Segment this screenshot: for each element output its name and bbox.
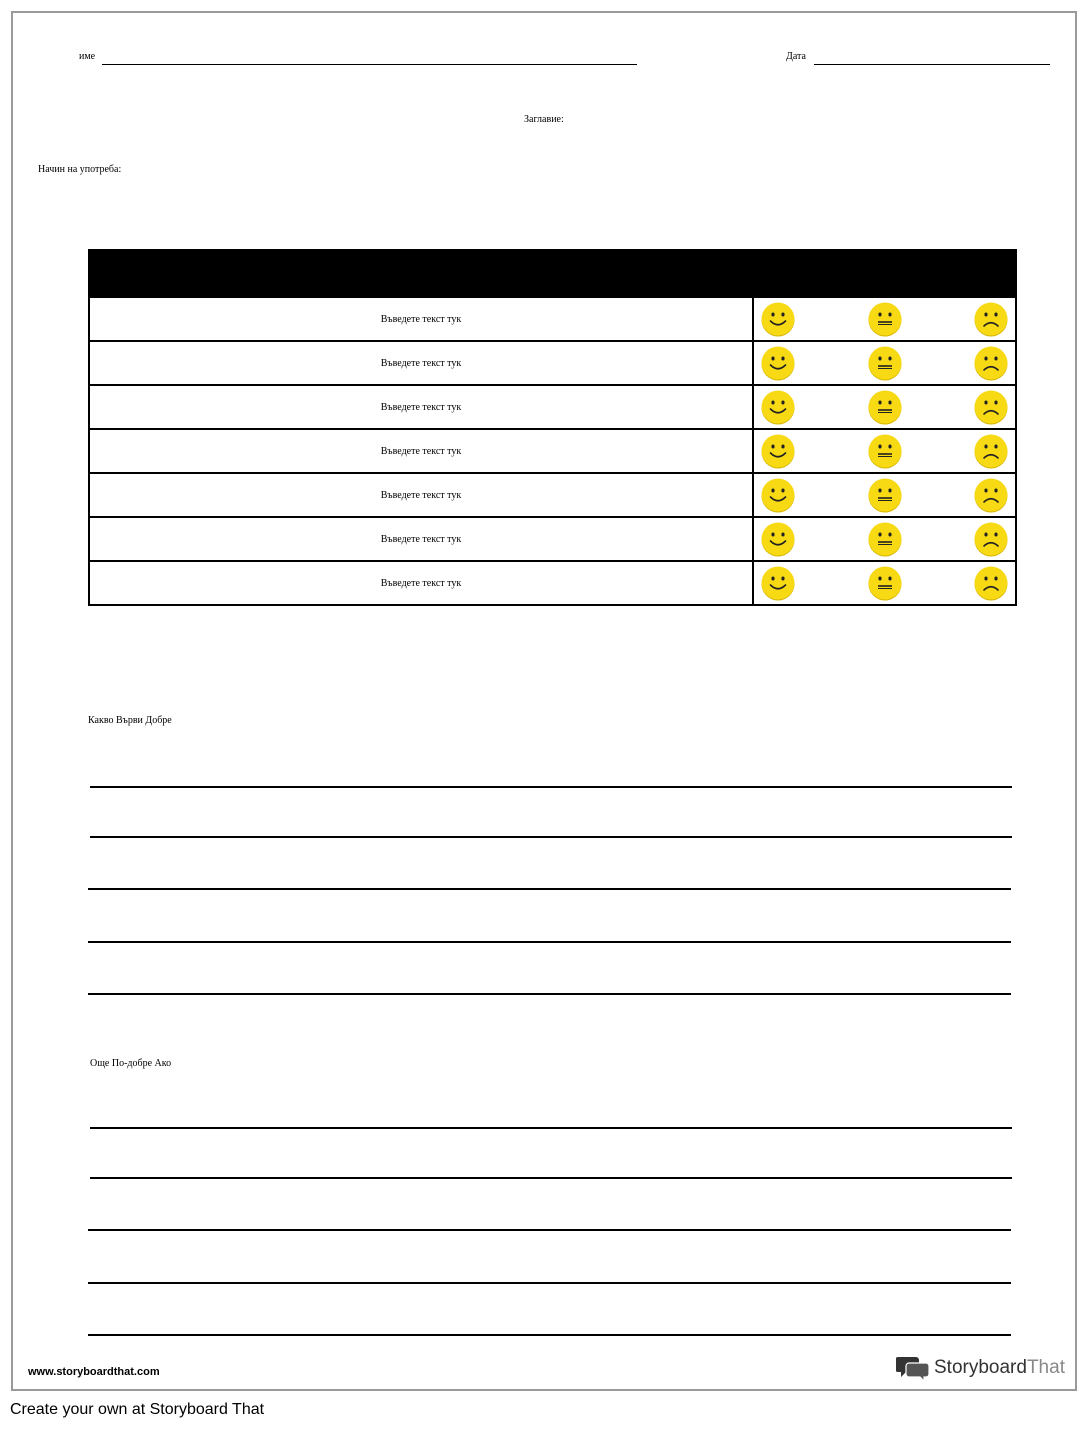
- happy-face-icon[interactable]: [760, 301, 796, 337]
- rubric-criterion-text[interactable]: Въведете текст тук: [89, 429, 753, 473]
- went-well-line[interactable]: [88, 941, 1011, 943]
- rubric-criterion-text[interactable]: Въведете текст тук: [89, 385, 753, 429]
- neutral-face-icon[interactable]: [867, 345, 903, 381]
- went-well-line[interactable]: [90, 836, 1012, 838]
- neutral-face-icon[interactable]: [867, 301, 903, 337]
- date-field-line[interactable]: [814, 64, 1050, 65]
- rubric-row: [89, 385, 1016, 429]
- neutral-face-icon[interactable]: [867, 389, 903, 425]
- even-better-line[interactable]: [88, 1282, 1011, 1284]
- date-label: Дата: [786, 51, 806, 62]
- even-better-line[interactable]: [90, 1177, 1012, 1179]
- rubric-table: [88, 249, 1017, 606]
- rubric-criterion-text[interactable]: Въведете текст тук: [89, 341, 753, 385]
- neutral-face-icon[interactable]: [867, 477, 903, 513]
- rubric-row: [89, 429, 1016, 473]
- instructions-label: Начин на употреба:: [38, 164, 122, 175]
- even-better-line[interactable]: [90, 1127, 1012, 1129]
- went-well-line[interactable]: [90, 786, 1012, 788]
- sad-face-icon[interactable]: [973, 345, 1009, 381]
- rubric-header: [89, 250, 1016, 297]
- sad-face-icon[interactable]: [973, 521, 1009, 557]
- name-label: име: [79, 51, 96, 62]
- rubric-criterion-text[interactable]: Въведете текст тук: [89, 517, 753, 561]
- storyboardthat-logo[interactable]: [896, 1355, 1065, 1381]
- sad-face-icon[interactable]: [973, 389, 1009, 425]
- went-well-line[interactable]: [88, 888, 1011, 890]
- rubric-criterion-text[interactable]: Въведете текст тук: [89, 473, 753, 517]
- neutral-face-icon[interactable]: [867, 521, 903, 557]
- rubric-criterion-text[interactable]: Въведете текст тук: [89, 297, 753, 341]
- name-field-line[interactable]: [102, 64, 637, 65]
- rubric-row: [89, 517, 1016, 561]
- brand-name: Storyboard: [934, 1357, 1027, 1378]
- footer-url[interactable]: www.storyboardthat.com: [28, 1366, 160, 1378]
- sad-face-icon[interactable]: [973, 433, 1009, 469]
- rubric-faces-cell: [753, 561, 1016, 605]
- rubric-row: [89, 561, 1016, 605]
- happy-face-icon[interactable]: [760, 389, 796, 425]
- rubric-criterion-text[interactable]: Въведете текст тук: [89, 561, 753, 605]
- even-better-label: Още По-добре Ако: [90, 1058, 172, 1069]
- happy-face-icon[interactable]: [760, 521, 796, 557]
- title-label: Заглавие:: [524, 114, 564, 125]
- rubric-faces-cell: [753, 341, 1016, 385]
- create-your-own-link[interactable]: Create your own at Storyboard That: [10, 1401, 265, 1418]
- speech-bubbles-icon: [896, 1355, 930, 1381]
- worksheet-page: [11, 11, 1077, 1391]
- even-better-line[interactable]: [88, 1229, 1011, 1231]
- went-well-line[interactable]: [88, 993, 1011, 995]
- brand-suffix: That: [1026, 1357, 1065, 1378]
- went-well-label: Какво Върви Добре: [88, 715, 172, 726]
- rubric-faces-cell: [753, 517, 1016, 561]
- happy-face-icon[interactable]: [760, 345, 796, 381]
- sad-face-icon[interactable]: [973, 565, 1009, 601]
- neutral-face-icon[interactable]: [867, 433, 903, 469]
- happy-face-icon[interactable]: [760, 477, 796, 513]
- rubric-row: [89, 473, 1016, 517]
- rubric-faces-cell: [753, 385, 1016, 429]
- sad-face-icon[interactable]: [973, 301, 1009, 337]
- happy-face-icon[interactable]: [760, 433, 796, 469]
- rubric-header-row: [89, 250, 1016, 297]
- happy-face-icon[interactable]: [760, 565, 796, 601]
- sad-face-icon[interactable]: [973, 477, 1009, 513]
- neutral-face-icon[interactable]: [867, 565, 903, 601]
- rubric-faces-cell: [753, 297, 1016, 341]
- rubric-faces-cell: [753, 429, 1016, 473]
- rubric-row: [89, 341, 1016, 385]
- rubric-faces-cell: [753, 473, 1016, 517]
- even-better-line[interactable]: [88, 1334, 1011, 1336]
- rubric-row: [89, 297, 1016, 341]
